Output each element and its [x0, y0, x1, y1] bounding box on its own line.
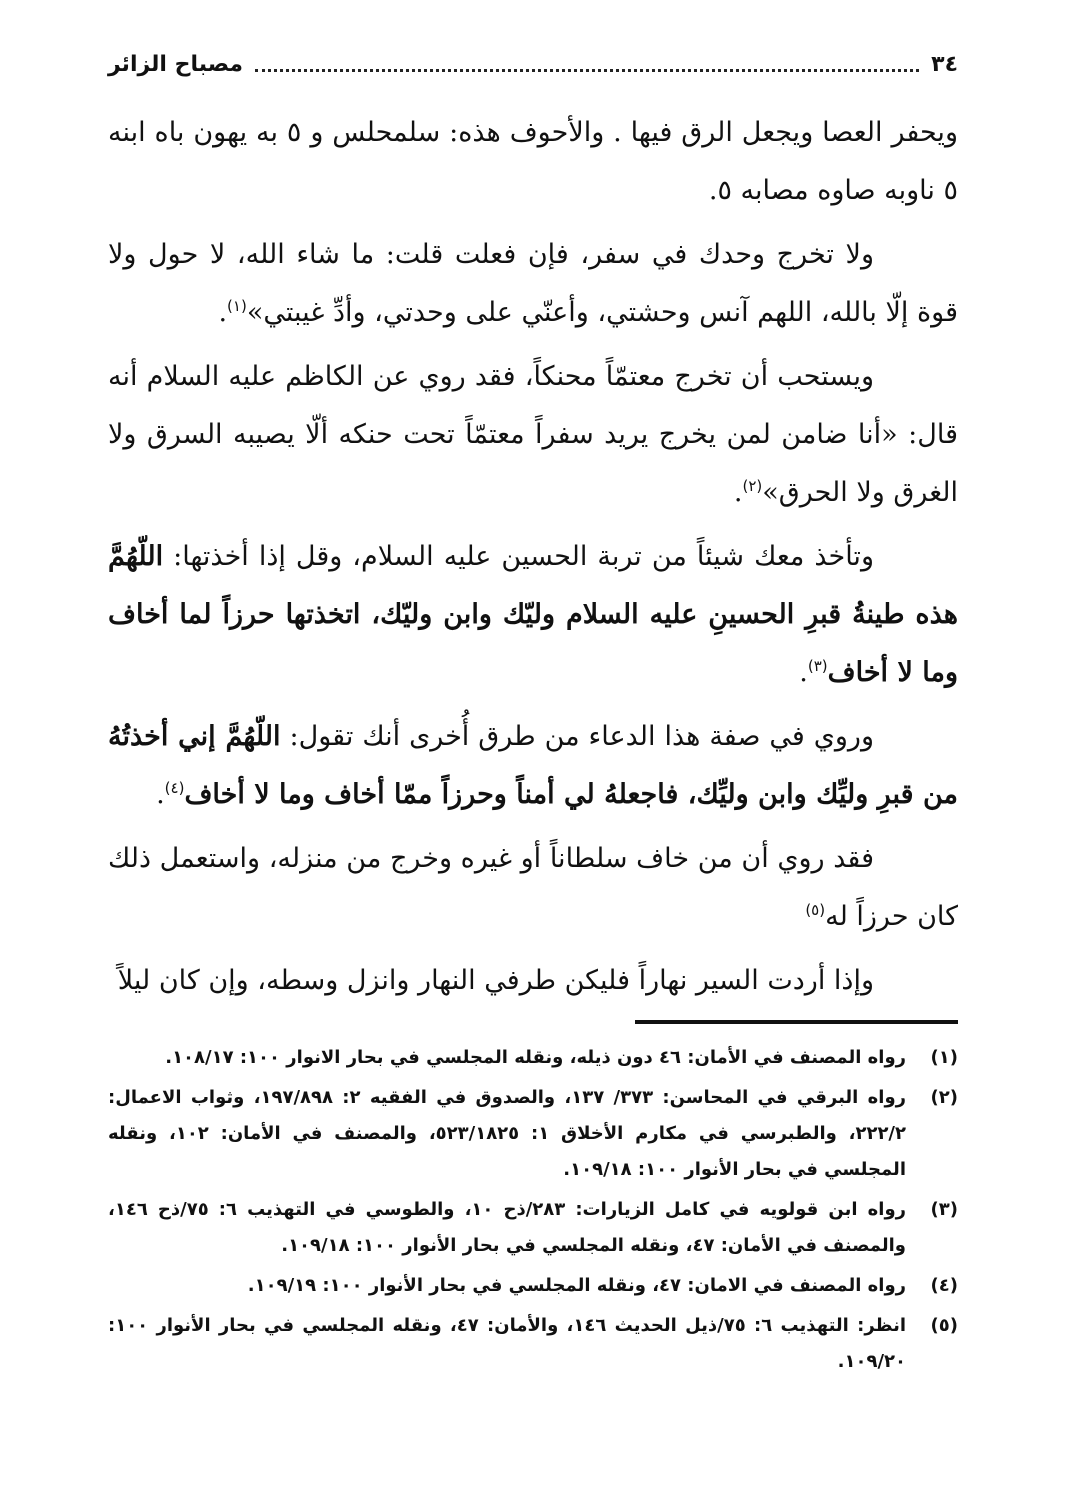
- footnote-number: (٤): [930, 1275, 958, 1296]
- footnote-number: (٢): [930, 1087, 958, 1108]
- paragraph-6-text: فقد روي أن من خاف سلطاناً أو غيره وخرج من منزله، واستعمل ذلك كان حرزاً له: [108, 843, 958, 932]
- footnote-ref-4[interactable]: (٤): [164, 779, 185, 797]
- dot-leader: [255, 57, 919, 72]
- paragraph-4-text: وتأخذ معك شيئاً من تربة الحسين عليه السلام، وقل إذا أخذتها:: [163, 541, 874, 572]
- page-number: ٣٤: [931, 51, 958, 77]
- paragraph-1: [108, 104, 958, 220]
- footnote-text: رواه المصنف في الأمان: ٤٦ دون ذيله، ونقله المجلسي في بحار الانوار ١٠٠: ١٠٨/١٧.: [165, 1047, 906, 1068]
- paragraph-7-text: وإذا أردت السير نهاراً فليكن طرفي النهار وانزل وسطه، وإن كان ليلاً: [117, 965, 874, 996]
- footnote-4: [108, 1268, 958, 1304]
- paragraph-3-end: .: [733, 477, 743, 508]
- footnote-ref-5[interactable]: (٥): [805, 901, 826, 919]
- paragraph-4-end: .: [799, 657, 808, 688]
- book-title: مصباح الزائر: [108, 51, 244, 77]
- paragraph-6: [108, 830, 958, 946]
- footnote-ref-1[interactable]: (١): [227, 297, 247, 315]
- body-text: [108, 104, 958, 1016]
- footnote-number: (٣): [930, 1199, 958, 1220]
- footnote-text: رواه المصنف في الامان: ٤٧، ونقله المجلسي في بحار الأنوار ١٠٠: ١٠٩/١٩.: [247, 1275, 906, 1296]
- supplication-2: اللّهُمَّ إني أخذتُهُ من قبرِ وليِّك وابن وليِّك، فاجعلهُ لي أمناً وحرزاً ممّا أخاف وما لا أخاف: [108, 721, 958, 810]
- paragraph-3-text: ويستحب أن تخرج معتمّاً محنكاً، فقد روي عن الكاظم عليه السلام أنه قال: «أنا ضامن لمن يخرج يريد سفراً معتمّاً تحت حنكه ألّا يصيبه السرق ولا الغرق ولا الحرق»: [108, 361, 958, 508]
- footnote-text: رواه البرقي في المحاسن: ٣٧٣/ ١٣٧، والصدوق في الفقيه ٢: ١٩٧/٨٩٨، وثواب الاعمال: ٢٢٢/٢، والطبرسي في مكارم الأخلاق ١: ٥٢٣/١٨٢٥، والمصنف في الأمان: ١٠٢، ونقله المجلسي في بحار الأنوار ١٠٠: ١٠٩/١٨.: [108, 1087, 907, 1180]
- paragraph-2-text: ولا تخرج وحدك في سفر، فإن فعلت قلت: ما شاء الله، لا حول ولا قوة إلّا بالله، اللهم آنس وحشتي، وأعنّي على وحدتي، وأدِّ غيبتي»: [108, 239, 958, 328]
- paragraph-7: [108, 952, 958, 1010]
- footnote-number: (٥): [930, 1315, 958, 1336]
- footnotes: [108, 1040, 958, 1384]
- footnote-ref-3[interactable]: (٣): [807, 657, 828, 675]
- paragraph-5: [108, 708, 958, 824]
- footnote-separator: [635, 1020, 958, 1024]
- paragraph-5-end: .: [156, 779, 165, 810]
- paragraph-2: [108, 226, 958, 342]
- footnote-3: [108, 1192, 958, 1264]
- footnote-text: انظر: التهذيب ٦: ٧٥/ذيل الحديث ١٤٦، والأمان: ٤٧، ونقله المجلسي في بحار الأنوار ١٠٠: ١٠٩/٢٠.: [108, 1315, 906, 1372]
- paragraph-3: [108, 348, 958, 522]
- paragraph-1-text: ويحفر العصا ويجعل الرق فيها . والأحوف هذه: سلمحلس و ٥ به يهون باه ابنه ٥ ناوبه صاوه مصابه ٥.: [108, 117, 958, 206]
- paragraph-5-text: وروي في صفة هذا الدعاء من طرق أُخرى أنك تقول:: [280, 721, 874, 752]
- footnote-text: رواه ابن قولويه في كامل الزيارات: ٢٨٣/ذح ١٠، والطوسي في التهذيب ٦: ٧٥/ذح ١٤٦، والمصنف في الأمان: ٤٧، ونقله المجلسي في بحار الأنوار ١٠٠: ١٠٩/١٨.: [108, 1199, 906, 1256]
- footnote-1: [108, 1040, 958, 1076]
- supplication-1: اللّهُمَّ هذه طينةُ قبرِ الحسينِ عليه السلام وليّك وابن وليّك، اتخذتها حرزاً لما أخاف وما لا أخاف: [108, 541, 958, 688]
- running-head: [108, 44, 958, 84]
- paragraph-2-end: .: [218, 297, 228, 328]
- footnote-2: [108, 1080, 958, 1188]
- paragraph-4: [108, 528, 958, 702]
- footnote-number: (١): [930, 1047, 958, 1068]
- footnote-5: [108, 1308, 958, 1380]
- footnote-ref-2[interactable]: (٢): [742, 477, 763, 495]
